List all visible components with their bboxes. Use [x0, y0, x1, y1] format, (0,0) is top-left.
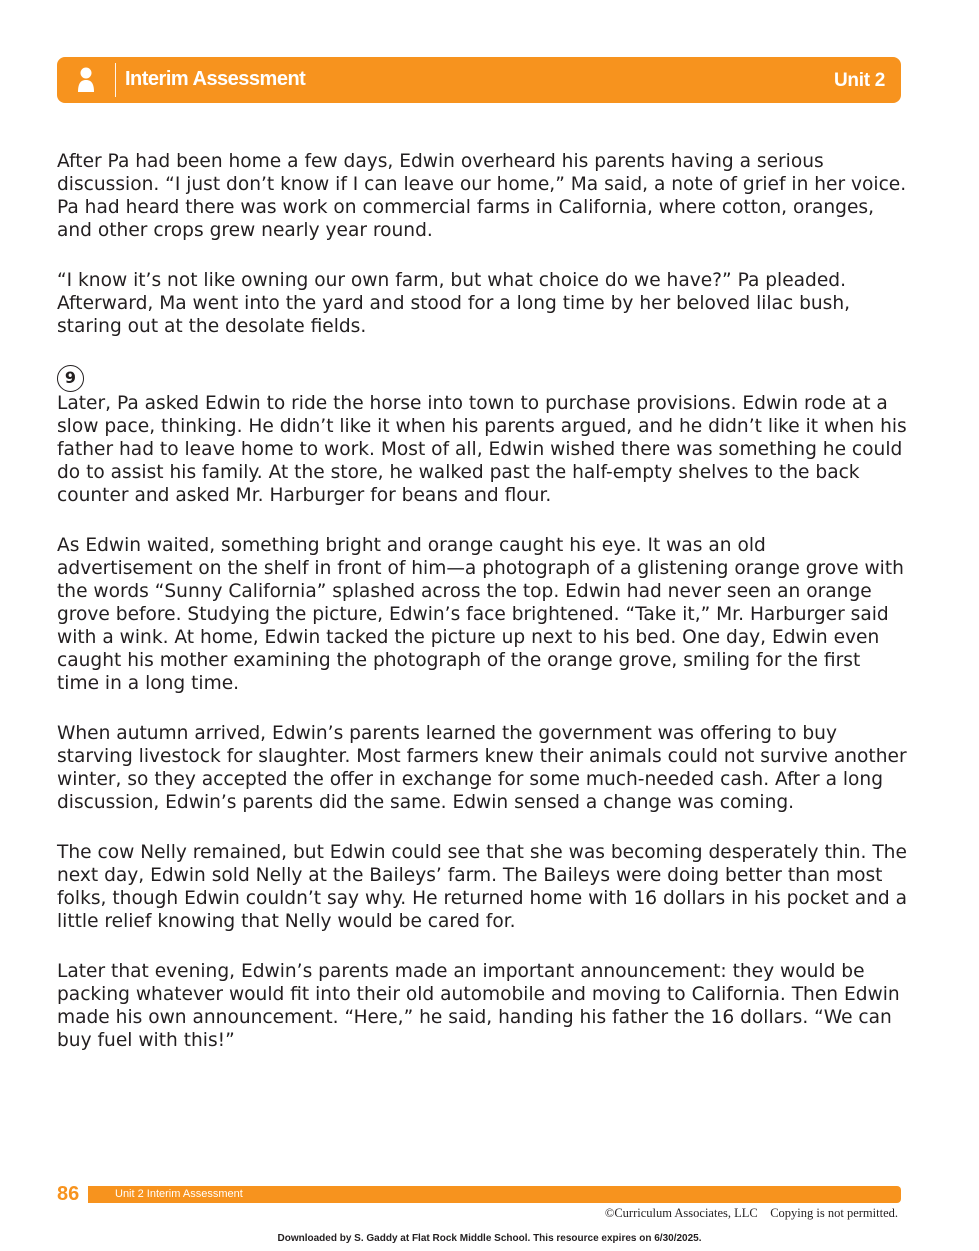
paragraph-number-marker: 9: [57, 365, 84, 392]
passage-paragraph: Later, Pa asked Edwin to ride the horse into town to purchase provisions. Edwin rode at a slow pace, thinking. He didn’t like it when his parents argued, and he didn’t like it when his father had to leave home to work. Most of all, Edwin wished there was something he could do to assist his family. At the store, he walked past the half-empty shelves to the back counter and asked Mr. Harburger for beans and flour.: [57, 393, 907, 506]
header-bar: [57, 57, 901, 103]
copyright-notice: ©Curriculum Associates, LLC Copying is not permitted.: [604, 1206, 898, 1220]
passage-paragraph: Later that evening, Edwin’s parents made an important announcement: they would be packing whatever would fit into their old automobile and moving to California. Then Edwin made his own announcement. “Here,” he said, handing his father the 16 dollars. “We can buy fuel with this!”: [57, 961, 900, 1051]
header-unit-label: Unit 2: [834, 70, 885, 91]
passage-paragraph: When autumn arrived, Edwin’s parents learned the government was offering to buy starving livestock for slaughter. Most farmers knew their animals could not survive another winter, so they accepted the offer in exchange for some much-needed cash. After a long discussion, Edwin’s parents did the same. Edwin sensed a change was coming.: [57, 723, 907, 813]
passage: [57, 150, 907, 1079]
download-note: Downloaded by S. Gaddy at Flat Rock Middle School. This resource expires on 6/30/2025.: [277, 1233, 702, 1244]
passage-paragraph: “I know it’s not like owning our own farm, but what choice do we have?” Pa pleaded. Afterward, Ma went into the yard and stood for a long time by her beloved lilac bush, staring out at the desolate fields.: [57, 270, 851, 337]
footer-bar-label: Unit 2 Interim Assessment: [115, 1188, 243, 1200]
header-icon-box: [57, 57, 115, 103]
paragraph-marker-wrap: [57, 365, 907, 392]
passage-paragraph: As Edwin waited, something bright and orange caught his eye. It was an old advertisement on the shelf in front of him—a photograph of a glistening orange grove with the words “Sunny California” splashed across the top. Edwin had never seen an orange grove before. Studying the picture, Edwin’s face brightened. “Take it,” Mr. Harburger said with a wink. At home, Edwin tacked the picture up next to his bed. One day, Edwin even caught his mother examining the photograph of the orange grove, smiling for the first time in a long time.: [57, 535, 904, 694]
page-number: 86: [57, 1183, 80, 1205]
person-icon: [77, 67, 95, 93]
passage-paragraph: The cow Nelly remained, but Edwin could see that she was becoming desperately thin. The next day, Edwin sold Nelly at the Baileys’ farm. The Baileys were doing better than most folks, though Edwin couldn’t say why. He returned home with 16 dollars in his pocket and a little relief knowing that Nelly would be cared for.: [57, 842, 907, 932]
header-divider: [115, 63, 116, 97]
header-title: Interim Assessment: [125, 68, 306, 90]
passage-paragraph: After Pa had been home a few days, Edwin overheard his parents having a serious discussion. “I just don’t know if I can leave our home,” Ma said, a note of grief in her voice. Pa had heard there was work on commercial farms in California, where cotton, oranges, and other crops grew nearly year round.: [57, 151, 907, 241]
footer-bar: [88, 1186, 901, 1203]
